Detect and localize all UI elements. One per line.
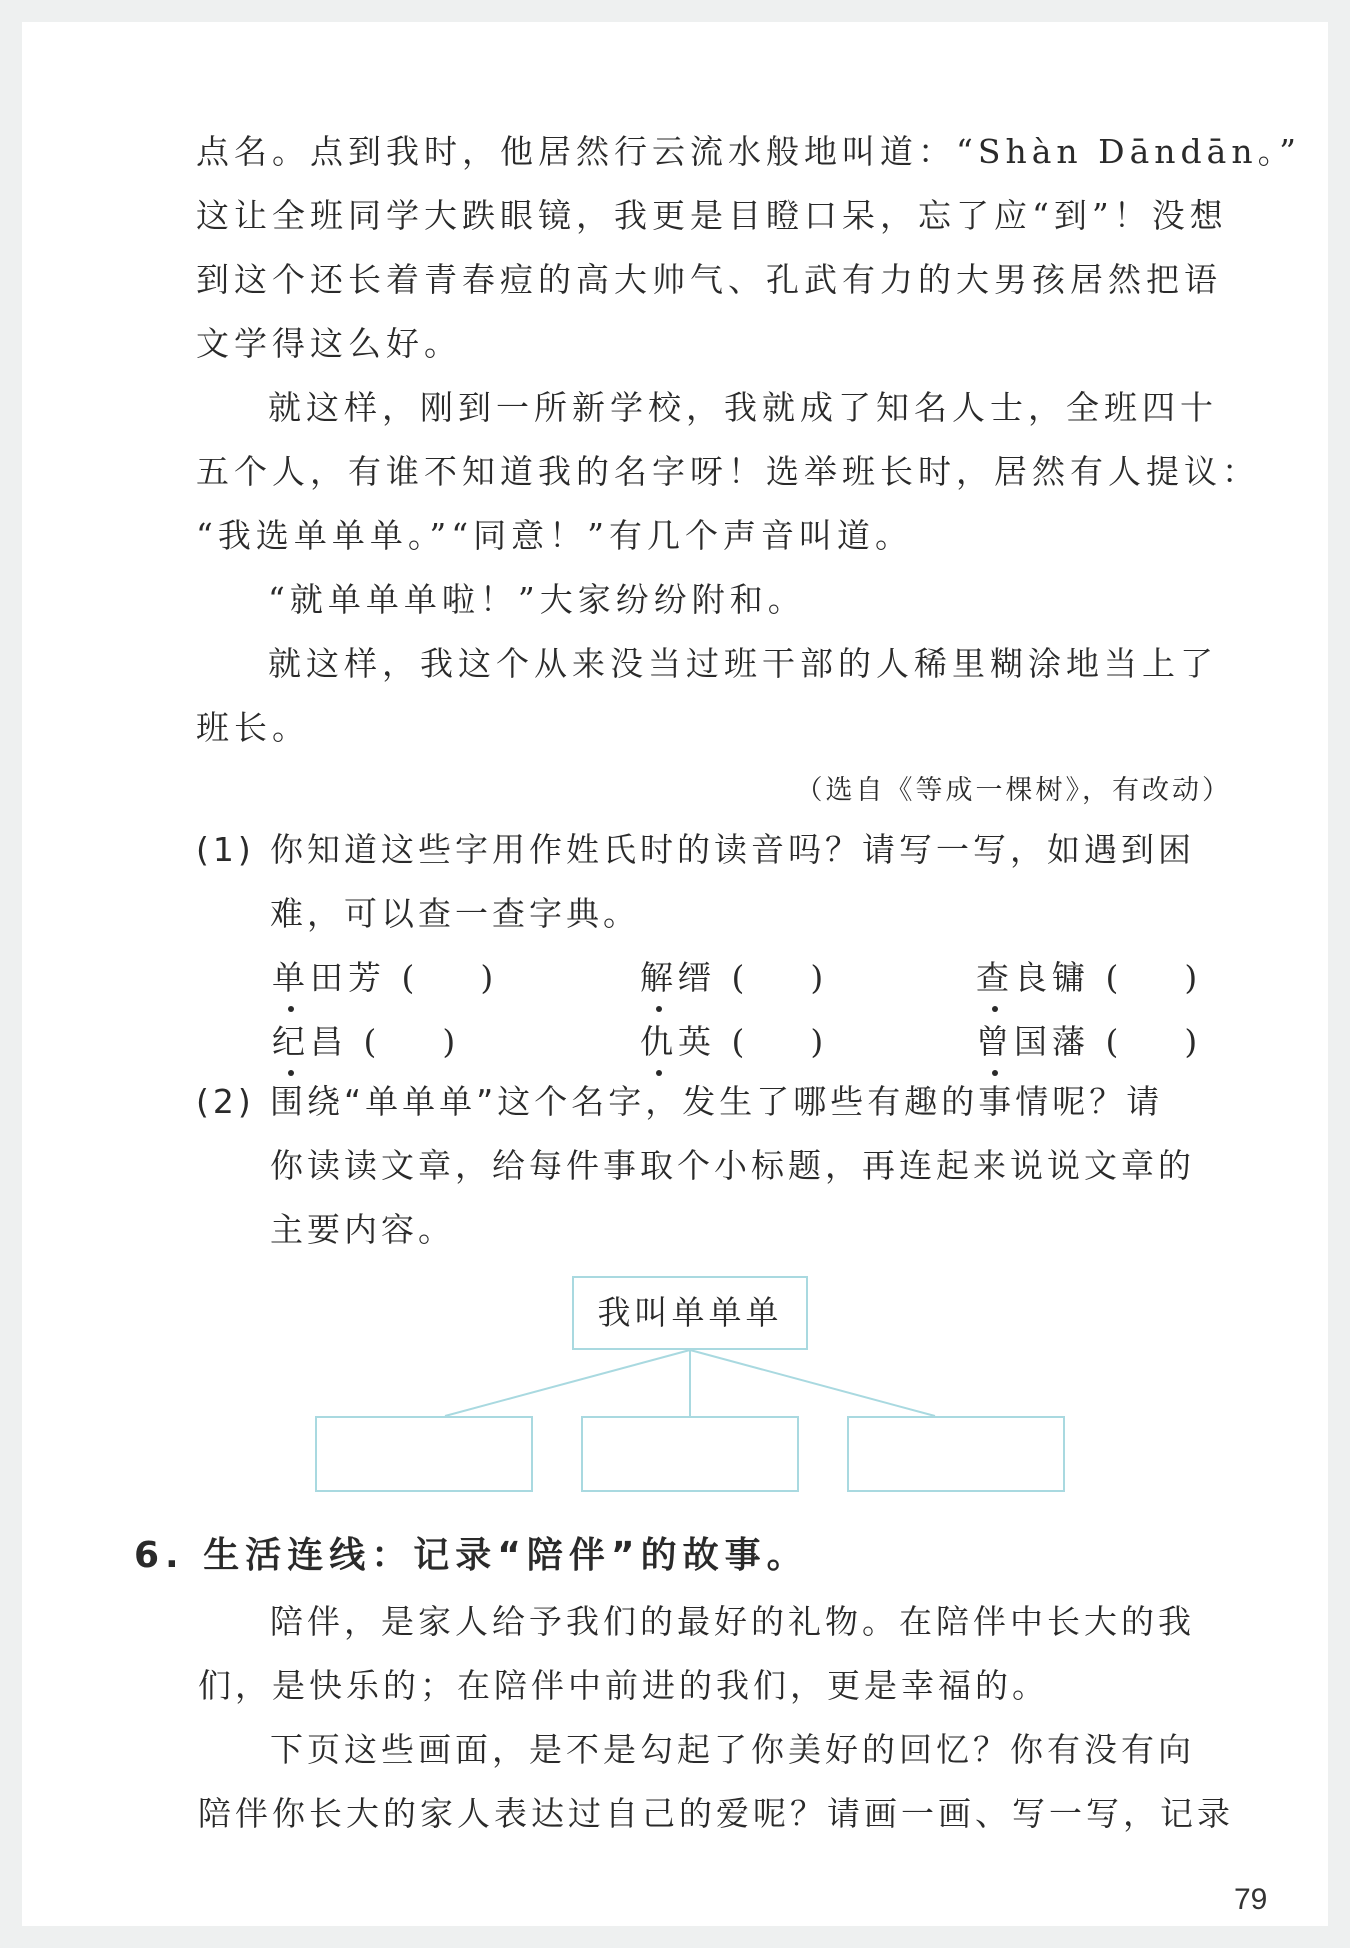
name-rest: 国藩 [1014, 1022, 1090, 1061]
name-rest: 昌 [310, 1022, 348, 1061]
question-2-line: 主要内容。 [270, 1210, 455, 1249]
text-line: 就这样，我这个从来没当过班干部的人稀里糊涂地当上了 [268, 644, 1218, 683]
name-rest: 缙 [678, 958, 716, 997]
text-line: 下页这些画面，是不是勾起了你美好的回忆？你有没有向 [270, 1730, 1195, 1769]
subtitle-input-box[interactable] [315, 1416, 533, 1492]
text-line: 五个人，有谁不知道我的名字呀！选举班长时，居然有人提议： [196, 452, 1260, 491]
dotted-char: 单 [272, 958, 310, 997]
answer-blank[interactable]: ( ) [731, 1022, 824, 1061]
name-rest: 田芳 [310, 958, 386, 997]
text-line: 陪伴你长大的家人表达过自己的爱呢？请画一画、写一写，记录 [198, 1794, 1234, 1833]
text-line: 到这个还长着青春痘的高大帅气、孔武有力的大男孩居然把语 [196, 260, 1222, 299]
text-line: 文学得这么好。 [196, 324, 462, 363]
dotted-char: 曾 [976, 1022, 1014, 1061]
question-2-line: 你读读文章，给每件事取个小标题，再连起来说说文章的 [270, 1146, 1195, 1185]
text-line: 就这样，刚到一所新学校，我就成了知名人士，全班四十 [268, 388, 1218, 427]
question-1-line: 你知道这些字用作姓氏时的读音吗？请写一写，如遇到困 [270, 830, 1195, 869]
question-2-line: 围绕“单单单”这个名字，发生了哪些有趣的事情呢？请 [270, 1082, 1164, 1121]
question-1-number: (1) [196, 830, 255, 869]
connector-line [445, 1350, 690, 1416]
dotted-char: 解 [640, 958, 678, 997]
text-line: 陪伴，是家人给予我们的最好的礼物。在陪伴中长大的我 [270, 1602, 1195, 1641]
question-2-number: (2) [196, 1082, 255, 1121]
section-6-title: 6. 生活连线：记录“陪伴”的故事。 [134, 1535, 809, 1576]
subtitle-input-box[interactable] [847, 1416, 1065, 1492]
text-line: 们，是快乐的；在陪伴中前进的我们，更是幸福的。 [198, 1666, 1049, 1705]
section-6-paragraph-2 [198, 1718, 1234, 1846]
answer-blank[interactable]: ( ) [1105, 1022, 1198, 1061]
question-1-line: 难，可以查一查字典。 [270, 894, 640, 933]
answer-blank[interactable]: ( ) [731, 958, 824, 997]
answer-blank[interactable]: ( ) [363, 1022, 456, 1061]
name-rest: 英 [678, 1022, 716, 1061]
source-citation: （选自《等成一棵树》，有改动） [795, 775, 1232, 806]
dotted-char: 查 [976, 958, 1014, 997]
page-number: 79 [1234, 1883, 1268, 1916]
subtitle-input-box[interactable] [581, 1416, 799, 1492]
name-rest: 良镛 [1014, 958, 1090, 997]
text-line: 班长。 [196, 708, 310, 747]
connector-line [690, 1350, 935, 1416]
text-line: “就单单单啦！”大家纷纷附和。 [268, 580, 806, 619]
text-line: “我选单单单。”“同意！”有几个声音叫道。 [196, 516, 913, 555]
text-line: 这让全班同学大跌眼镜，我更是目瞪口呆，忘了应“到”！没想 [196, 196, 1228, 235]
text-line: 点名。点到我时，他居然行云流水般地叫道：“Shàn Dāndān。” [196, 132, 1301, 171]
answer-blank[interactable]: ( ) [401, 958, 494, 997]
dotted-char: 纪 [272, 1022, 310, 1061]
section-6-paragraph-1 [198, 1590, 1234, 1718]
dotted-char: 仇 [640, 1022, 678, 1061]
answer-blank[interactable]: ( ) [1105, 958, 1198, 997]
diagram-center-box: 我叫单单单 [572, 1276, 808, 1350]
